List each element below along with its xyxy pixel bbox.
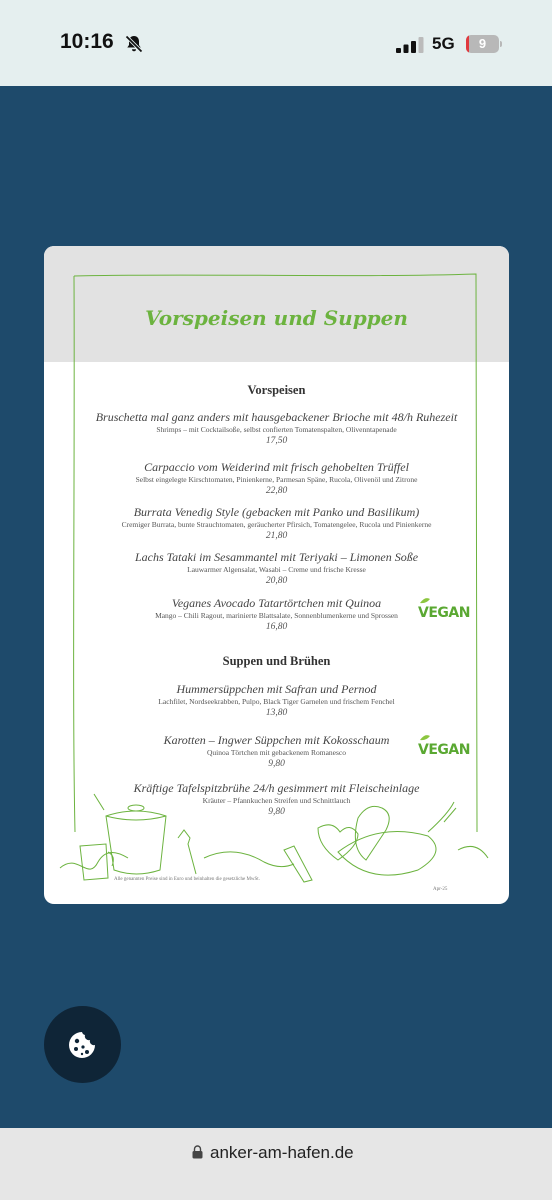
item-description: Lauwarmer Algensalat, Wasabi – Creme und frische Kresse [187, 565, 366, 574]
item-name: Burrata Venedig Style (gebacken mit Panko und Basilikum) [133, 505, 420, 519]
item-name: Hummersüppchen mit Safran und Pernod [176, 682, 377, 696]
vegan-label: VEGAN [418, 605, 470, 621]
item-price: 17,50 [265, 436, 288, 446]
price-footnote: Alle genannten Preise sind in Euro und beinhalten die gesetzliche MwSt. [114, 877, 260, 882]
clock: 10:16 [60, 30, 114, 53]
item-description: Mango – Chili Ragout, marinierte Blattsalate, Sonnenblumenkerne und Sprossen [155, 611, 398, 620]
item-description: Kräuter – Pfannkuchen Streifen und Schnittlauch [202, 796, 351, 805]
menu-item [44, 460, 509, 498]
item-description: Selbst eingelegte Kirschtomaten, Pinienkerne, Parmesan Späne, Rucola, Olivenöl und Zitrone [135, 475, 418, 484]
network-type: 5G [432, 34, 455, 53]
item-name: Carpaccio vom Weiderind mit frisch gehobelten Trüffel [144, 460, 409, 474]
cookie-settings-button[interactable] [44, 1006, 121, 1083]
battery-level: 9 [478, 36, 487, 51]
menu-item [44, 682, 509, 720]
item-name: Veganes Avocado Tatartörtchen mit Quinoa [171, 596, 382, 610]
item-name: Karotten – Ingwer Süppchen mit Kokosschaum [163, 733, 390, 747]
item-description: Quinoa Törtchen mit gebackenem Romanesco [207, 748, 346, 757]
lock-icon [192, 1145, 203, 1159]
signal-icon [396, 37, 424, 53]
battery-icon [466, 35, 502, 53]
vegan-label: VEGAN [418, 742, 470, 758]
menu-item [44, 410, 509, 448]
item-price: 9,80 [268, 807, 285, 817]
item-description: Lachfilet, Nordseekrabben, Pulpo, Black Tiger Garnelen und frischem Fenchel [158, 697, 395, 706]
item-price: 20,80 [265, 576, 288, 586]
item-description: Shrimps – mit Cocktailsoße, selbst confierten Tomatenspalten, Olivenntapenade [156, 425, 397, 434]
item-price: 21,80 [265, 531, 288, 541]
menu-item [44, 505, 509, 543]
vegan-badge-icon [418, 602, 468, 624]
status-bar [0, 0, 552, 86]
item-price: 13,80 [265, 708, 288, 718]
section-heading-vorspeisen: Vorspeisen [247, 383, 306, 397]
menu-item [44, 550, 509, 588]
item-name: Kräftige Tafelspitzbrühe 24/h gesimmert mit Fleischeinlage [133, 781, 420, 795]
menu-date: Apr-25 [433, 887, 448, 892]
item-description: Cremiger Burrata, bunte Strauchtomaten, geräucherter Pfirsich, Tomatengelee, Rucola und Pinienkerne [121, 520, 432, 529]
url-text[interactable]: anker-am-hafen.de [210, 1143, 354, 1162]
browser-address-bar[interactable] [0, 1128, 552, 1200]
item-name: Bruschetta mal ganz anders mit hausgebackener Brioche mit 48/h Ruhezeit [95, 410, 458, 424]
item-price: 16,80 [265, 622, 288, 632]
cookie-icon [67, 1030, 97, 1060]
vegan-badge-icon [418, 739, 468, 761]
menu-title: Vorspeisen und Suppen [145, 306, 408, 330]
section-heading-suppen: Suppen und Brühen [222, 654, 331, 668]
bell-slash-icon [124, 34, 144, 54]
item-price: 9,80 [268, 759, 285, 769]
item-name: Lachs Tataki im Sesammantel mit Teriyaki – Limonen Soße [134, 550, 419, 564]
menu-image-card [44, 246, 509, 904]
item-price: 22,80 [265, 486, 288, 496]
